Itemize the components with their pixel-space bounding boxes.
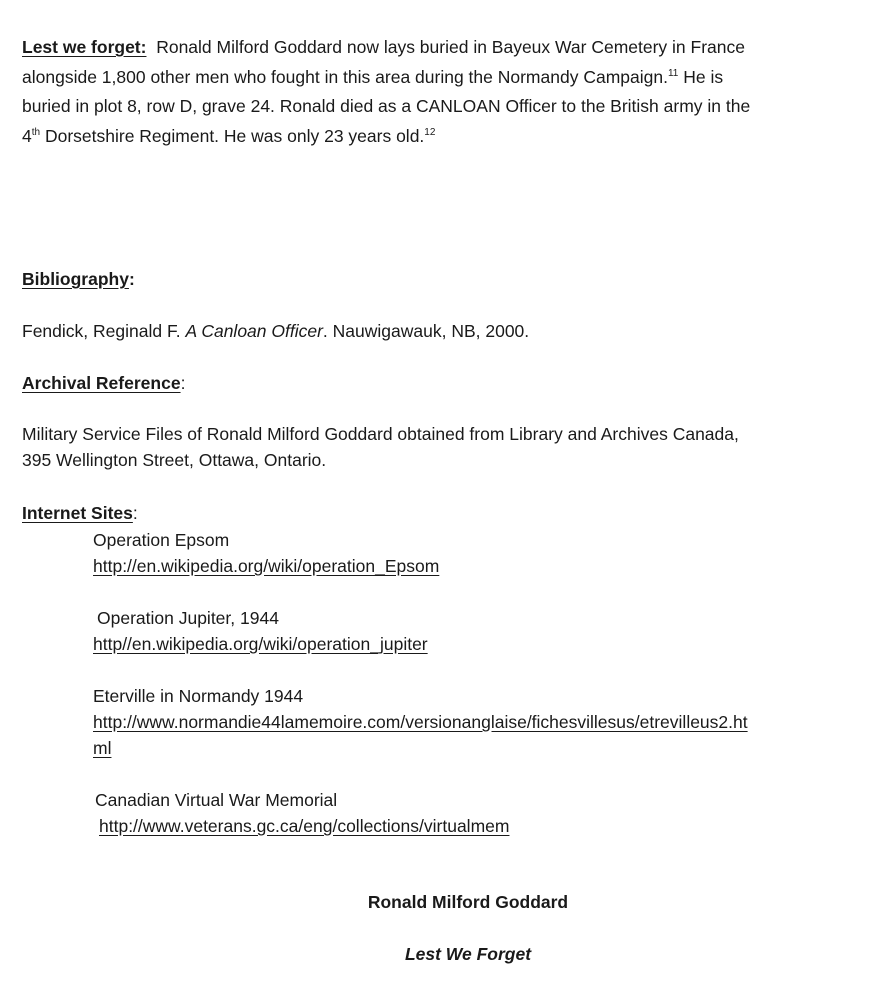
ordinal-suffix: th	[31, 126, 41, 138]
intro-text-2: alongside 1,800 other men who fought in this area during the Normandy Campaign.	[22, 66, 668, 87]
bibliography-entry	[22, 317, 529, 347]
bibliography-heading-row	[22, 265, 135, 295]
site-2-url-row	[93, 631, 428, 657]
site-4-url-row	[87, 813, 509, 839]
site-1-link[interactable]: http://en.wikipedia.org/wiki/operation_Epsom	[93, 556, 440, 576]
archival-heading: Archival Reference	[22, 373, 181, 393]
archival-heading-row	[22, 369, 185, 399]
internet-colon: :	[132, 503, 138, 523]
footer-motto: Lest We Forget	[404, 944, 532, 964]
bibliography-heading: Bibliography	[22, 269, 129, 289]
internet-heading-row	[22, 499, 138, 529]
site-3-name: Eterville in Normandy 1944	[93, 686, 304, 706]
archival-colon: :	[180, 373, 186, 393]
footnote-11: 11	[667, 67, 679, 79]
intro-line-3	[22, 92, 750, 122]
intro-line-1	[22, 33, 750, 63]
site-1	[93, 527, 439, 579]
footer-name: Ronald Milford Goddard	[367, 892, 569, 912]
site-3	[93, 683, 748, 761]
intro-line-4	[22, 122, 750, 152]
site-2-link[interactable]: http//en.wikipedia.org/wiki/operation_jupiter	[93, 634, 428, 654]
site-4-link[interactable]: http://www.veterans.gc.ca/eng/collections/virtualmem	[99, 816, 510, 836]
bibliography-publication: . Nauwigawauk, NB, 2000.	[322, 321, 530, 341]
site-2-name: Operation Jupiter, 1944	[97, 608, 279, 628]
site-4-name: Canadian Virtual War Memorial	[95, 790, 338, 810]
internet-heading: Internet Sites	[22, 503, 133, 523]
intro-text-2b: He is	[683, 66, 724, 87]
bibliography-author: Fendick, Reginald F.	[22, 321, 181, 341]
site-2	[97, 605, 279, 631]
intro-line-2	[22, 63, 750, 93]
site-1-name: Operation Epsom	[93, 530, 230, 550]
bibliography-title: A Canloan Officer	[185, 321, 323, 341]
bibliography-colon: :	[128, 269, 135, 289]
intro-heading: Lest we forget:	[22, 37, 147, 57]
archival-entry	[22, 421, 739, 473]
site-4	[95, 787, 337, 813]
intro-text-4: Dorsetshire Regiment. He was only 23 years old.	[44, 125, 425, 146]
intro-text-3: buried in plot 8, row D, grave 24. Ronald died as a CANLOAN Officer to the British army in the	[22, 96, 751, 116]
intro-text-1: Ronald Milford Goddard now lays buried in Bayeux War Cemetery in France	[156, 37, 745, 57]
site-3-link-line-2[interactable]: ml	[93, 738, 112, 758]
archival-line-1: Military Service Files of Ronald Milford Goddard obtained from Library and Archives Canada,	[22, 424, 739, 444]
archival-line-2: 395 Wellington Street, Ottawa, Ontario.	[22, 450, 327, 470]
intro-paragraph	[22, 33, 750, 151]
footnote-12: 12	[424, 126, 436, 138]
site-3-link-line-1[interactable]: http://www.normandie44lamemoire.com/versionanglaise/fichesvillesus/etrevilleus2.ht	[93, 712, 748, 732]
ordinal-number: 4	[22, 125, 32, 146]
